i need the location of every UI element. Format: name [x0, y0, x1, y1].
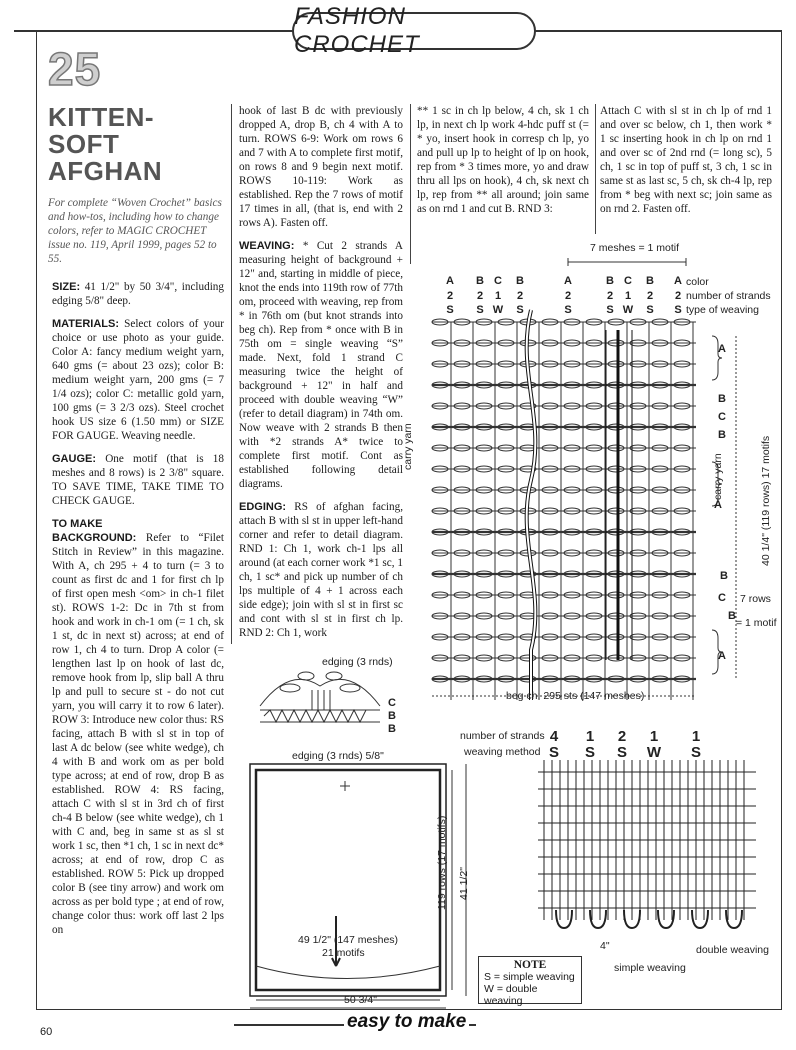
- gauge-head: GAUGE:: [52, 453, 96, 465]
- detail-strand-4: 1: [691, 728, 701, 745]
- one-motif-label: = 1 motif: [736, 617, 777, 629]
- rows-label: 40 1/4" (119 rows) 17 motifs: [760, 435, 772, 566]
- four-inch-label: 4": [600, 940, 610, 952]
- chart-key-colors-8: A: [674, 275, 682, 287]
- schematic-height: 41 1/2": [458, 867, 470, 900]
- chart-key-strands-2: 1: [494, 290, 502, 302]
- chart-key-colors-6: C: [624, 275, 632, 287]
- edging-key-2: B: [388, 723, 396, 735]
- background-text: Refer to “Filet Stitch in Review” in this magazine. With A, ch 295 + 4 to turn (= 3 to count as first dc and 1 for first ch lp of first open mesh <om> in ch-1 filet st). ROWS 1-2: Dc in 7th st from hook and work in ch-1 om (= 1 ch, sk 1 st, dc in next st) across; at end of row 1, ch 4 to turn. Drop A color (= lengthen last lp on hook of last dc, remove hook from lp, slip ball A thru lp and pull to secure st - do not cut yarn, you will carry it to row 6 later). ROW 3: Introduce new color thus: RS facing, attach B with sl st in top of last A dc below (see white wedge), ch 4 with B and work om as per bold type across; at end of row, drop B as established. ROW 4: RS facing, attach C with sl st in 3rd ch of first ch-4 B below (see white wedge), ch 1 with C and, beg in same st as sl st work 1 sc, then *1 ch, 1 sc in next dc* across; at end of row, drop C as established. ROW 5: Pick up dropped color B (see tiny arrow) and work om across as per bold type ; at end of row, change color thus: work off last 2 lps on: [52, 532, 225, 936]
- chart-key-colors-7: B: [646, 275, 654, 287]
- chart-key-strands-0: 2: [446, 290, 454, 302]
- chart-key-types-2: W: [492, 304, 504, 316]
- schematic-meshes: 49 1/2" (147 meshes): [298, 934, 399, 946]
- col4-text: Attach C with sl st in ch lp of rnd 1 and over sc below, ch 1, then work * 1 sc inserting hook in ch lp on rnd 1 and over sc of 2nd rnd (= long sc), 5 ch, 1 sc in top of puff st, 3 ch, 1 sc in same st as last sc, 5 ch, sk ch-4 lp, rep from * beg with next sc; join same as on rnd 2. Fasten off.: [600, 105, 772, 215]
- seven-rows-label: 7 rows: [740, 593, 771, 605]
- size-paragraph: [52, 280, 224, 308]
- detail-strand-1: 1: [585, 728, 595, 745]
- chart-row-key-0: A: [718, 343, 726, 355]
- chart-key-types-1: S: [476, 304, 484, 316]
- chart-row-key-3: B: [718, 429, 726, 441]
- weaving-paragraph: [239, 239, 403, 491]
- schematic-motifs: 21 motifs: [322, 947, 365, 959]
- chart-key-strands-6: 1: [624, 290, 632, 302]
- color-label: color: [686, 276, 709, 288]
- chart-key-colors-4: A: [564, 275, 572, 287]
- edging-key-0: C: [388, 697, 396, 709]
- background-head: BACKGROUND:: [52, 532, 137, 544]
- page-number: 60: [40, 1026, 53, 1038]
- chart-key-colors-0: A: [446, 275, 454, 287]
- column-1: [52, 280, 224, 946]
- chart-key-colors-3: B: [516, 275, 524, 287]
- chart-row-key-2: C: [718, 411, 726, 423]
- simple-weaving-label: simple weaving: [614, 962, 686, 974]
- detail-method-2: S: [616, 744, 627, 761]
- size-text: 41 1/2" by 50 3/4", including edging 5/8" deep.: [52, 281, 224, 307]
- chart-key-types-6: W: [622, 304, 634, 316]
- to-make-head: TO MAKE: [52, 518, 103, 530]
- edging-text: RS of afghan facing, attach B with sl st in upper left-hand corner and refer to detail diagram. RND 1: Ch 1, work ch-1 lps all around (at each corner work *1 sc, 1 ch, 1 sc* and pick up number of ch lps multiple of 4 + 1 across each side edge); join with sl st in first sc and cont with sl st in first ch lp. RND 2: Ch 1, work: [239, 501, 403, 639]
- chart-row-key-4: A: [714, 499, 722, 511]
- schematic-edging: edging (3 rnds) 5/8": [292, 750, 384, 762]
- materials-head: MATERIALS:: [52, 318, 120, 330]
- materials-text: Select colors of your choice or use photo as your guide. Color A: fancy medium weight yarn, 640 gms (= about 23 ozs); color B: medium weight yarn, 200 gms (= 7 1/4 ozs); color C: metallic gold yarn, 100 gms (= 3 2/3 ozs). Steel crochet hook US size 6 (1.50 mm) or SIZE FOR GAUGE. Weaving needle.: [52, 318, 224, 442]
- chart-key-types-4: S: [564, 304, 572, 316]
- gauge-paragraph: [52, 452, 224, 508]
- detail-method-3: W: [646, 744, 662, 761]
- detail-loop-end: [692, 910, 708, 928]
- chart-row-key-5: B: [720, 570, 728, 582]
- double-weaving-label: double weaving: [696, 944, 769, 956]
- weaving-text: * Cut 2 strands A measuring height of background + 12" and, starting in middle of piece, knot the ends into 119th row of 77th om, proceed with weaving, rep from * in 76th om (but knot strands into beg ch). Rep from * once with B in 75th om = single weaving “S” made. Next, fold 1 strand C measuring twice the height of background + 12" in half and proceed with double weaving “W” (refer to detail diagram) in 74th om. Now weave with 2 strands B then with *2 strands A* twice to complete first motif. Cont as established following detail diagrams.: [239, 240, 403, 490]
- section-title: FASHION CROCHET: [292, 12, 536, 50]
- detail-method-4: S: [690, 744, 701, 761]
- chart-key-colors-1: B: [476, 275, 484, 287]
- note-line-2: W = double weaving: [484, 983, 538, 1007]
- column-2: [239, 104, 403, 649]
- carry-yarn-left: carry yarn: [402, 423, 414, 470]
- chart-key-strands-4: 2: [564, 290, 572, 302]
- column-divider-3: [595, 104, 596, 234]
- detail-method-label: weaving method: [464, 746, 541, 758]
- project-number: 25: [48, 43, 102, 95]
- schematic-rows: 119 rows (17 motifs): [436, 815, 448, 910]
- afghan-chart: [396, 250, 766, 720]
- chart-row-key-8: A: [718, 650, 726, 662]
- to-make-paragraph: [52, 517, 224, 937]
- edging-diagram: [250, 666, 390, 736]
- chart-row-key-6: C: [718, 592, 726, 604]
- chart-key-types-0: S: [446, 304, 454, 316]
- edging-key-1: B: [388, 710, 396, 722]
- chart-key-strands-3: 2: [516, 290, 524, 302]
- strands-label: number of strands: [686, 290, 771, 302]
- chart-key-colors-5: B: [606, 275, 614, 287]
- chart-key-strands-5: 2: [606, 290, 614, 302]
- edging-diagram-title: edging (3 rnds): [322, 656, 393, 668]
- chart-key-types-3: S: [516, 304, 524, 316]
- column-3: [417, 104, 589, 225]
- detail-loop-end: [556, 910, 572, 928]
- edging-head: EDGING:: [239, 501, 287, 513]
- col3-text: ** 1 sc in ch lp below, 4 ch, sk 1 ch lp, in next ch lp work 4-hdc puff st (= * yo, insert hook in corresp ch lp, yo and pull up lp to height of lp on hook, rep from * 3 times more, yo and draw thru all lps on hook), 4 ch, sk next ch lp, rep from ** all around; join same as on rnd 1 and cut B. RND 3:: [417, 105, 589, 215]
- column-divider-1: [231, 104, 232, 644]
- chart-key-colors-2: C: [494, 275, 502, 287]
- note-box: [478, 956, 582, 1007]
- detail-strands-label: number of strands: [460, 730, 545, 742]
- chart-row-key-1: B: [718, 393, 726, 405]
- chart-key-types-8: S: [674, 304, 682, 316]
- schematic-width: 50 3/4": [344, 994, 377, 1006]
- weaving-head: WEAVING:: [239, 240, 295, 252]
- detail-method-1: S: [584, 744, 595, 761]
- motif-label: 7 meshes = 1 motif: [590, 242, 679, 254]
- intro-text: For complete “Woven Crochet” basics and how-tos, including how to change colors, refer to MAGIC CROCHET issue no. 119, April 1999, pages 52 to 55.: [48, 197, 222, 265]
- column-4: [600, 104, 772, 225]
- gauge-text: One motif (that is 18 meshes and 8 rows) is 2 3/8" square. TO SAVE TIME, TAKE TIME TO CHECK GAUGE.: [52, 453, 224, 507]
- weaving-type-label: type of weaving: [686, 304, 759, 316]
- detail-strand-3: 1: [649, 728, 659, 745]
- chart-key-strands-1: 2: [476, 290, 484, 302]
- note-line-1: S = simple weaving: [484, 971, 575, 983]
- chart-key-types-7: S: [646, 304, 654, 316]
- column-divider-2: [410, 104, 411, 264]
- edging-paragraph: [239, 500, 403, 640]
- materials-paragraph: [52, 317, 224, 443]
- project-title: KITTEN-SOFT AFGHAN: [48, 102, 163, 186]
- detail-method-0: S: [548, 744, 559, 761]
- footer-badge: easy to make: [344, 1011, 469, 1033]
- size-head: SIZE:: [52, 281, 81, 293]
- note-title: NOTE: [513, 959, 547, 971]
- detail-strand-0: 4: [549, 728, 559, 745]
- detail-strand-2: 2: [617, 728, 627, 745]
- weaving-detail-diagram: [534, 760, 760, 950]
- chart-key-types-5: S: [606, 304, 614, 316]
- chart-key-strands-8: 2: [674, 290, 682, 302]
- chart-key-strands-7: 2: [646, 290, 654, 302]
- chart-row-key-7: B: [728, 610, 736, 622]
- carry-yarn-right: carry yarn: [712, 453, 724, 500]
- beg-ch-label: beg ch: 295 sts (147 meshes): [506, 690, 645, 702]
- col2-text: hook of last B dc with previously dropped A, drop B, ch 4 with A to turn. ROWS 6-9: Work om rows 6 and 7 with A to complete first motif, on rows 8 and 9 begin next motif. ROWS 10-119: Work as established. Rep the 7 rows of motif 17 times in all, (that is, end with 2 rows A). Fasten off.: [239, 105, 403, 229]
